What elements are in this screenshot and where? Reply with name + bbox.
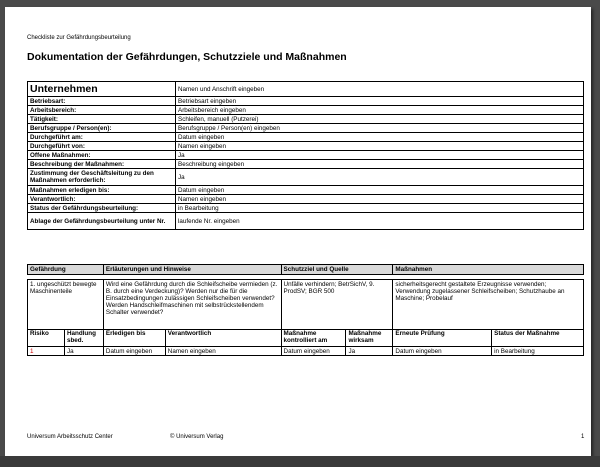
hazard-explanation: Wird eine Gefährdung durch die Schleifscheibe vermieden (z. B. durch eine Verdeckung)? Werden nur die für die Einsatzbedingungen zulässigen Schleifscheiben verwendet? Werden Handschleifmaschinen mit selbstrückstellendem Schalter verwendet?	[103, 280, 281, 330]
table-row	[28, 115, 584, 124]
measure-header-row	[28, 330, 584, 347]
table-row	[28, 169, 584, 186]
header-gefaehrdung: Gefährdung	[28, 265, 104, 275]
wirksam-value[interactable]: Ja	[346, 347, 393, 356]
field-value[interactable]: Datum eingeben	[176, 133, 584, 142]
page-title: Dokumentation der Gefährdungen, Schutzziele und Maßnahmen	[27, 51, 347, 63]
header-kontrolliert: Maßnahme kontrolliert am	[281, 330, 346, 347]
field-value[interactable]: Arbeitsbereich eingeben	[176, 106, 584, 115]
field-label: Berufsgruppe / Person(en):	[28, 124, 176, 133]
header-handlung: Handlung sbed.	[64, 330, 103, 347]
header-erlaeuterungen: Erläuterungen und Hinweise	[103, 265, 281, 275]
measure-value-row	[28, 347, 584, 356]
company-heading: Unternehmen	[28, 82, 176, 97]
table-row	[28, 204, 584, 213]
hazard-measures: sicherheitsgerecht gestaltete Erzeugnisse verwenden; Verwendung zugelassener Schleifscheiben; Schutzhaube an Maschine; Probelauf	[393, 280, 584, 330]
checklist-subtitle: Checkliste zur Gefährdungsbeurteilung	[27, 35, 131, 41]
field-value[interactable]: Betriebsart eingeben	[176, 97, 584, 106]
table-row	[28, 106, 584, 115]
field-label: Maßnahmen erledigen bis:	[28, 186, 176, 195]
table-row	[28, 186, 584, 195]
table-row	[28, 142, 584, 151]
kontrolliert-value[interactable]: Datum eingeben	[281, 347, 346, 356]
table-row	[28, 133, 584, 142]
footer-page-number: 1	[581, 434, 585, 440]
field-value[interactable]: Ja	[176, 169, 584, 186]
header-massnahmen: Maßnahmen	[393, 265, 584, 275]
verantwortlich-value[interactable]: Namen eingeben	[165, 347, 281, 356]
hazard-description: 1. ungeschützt bewegte Maschinenteile	[28, 280, 104, 330]
field-value[interactable]: Berufsgruppe / Person(en) eingeben	[176, 124, 584, 133]
field-value[interactable]: Beschreibung eingeben	[176, 160, 584, 169]
hazard-entry-row	[28, 280, 584, 330]
field-label: Zustimmung der Geschäftsleitung zu den Maßnahmen erforderlich:	[28, 169, 176, 186]
field-label: Verantwortlich:	[28, 195, 176, 204]
handlung-value[interactable]: Ja	[64, 347, 103, 356]
field-label: Durchgeführt von:	[28, 142, 176, 151]
footer-publisher: Universum Arbeitsschutz Center	[27, 434, 113, 440]
header-verantwortlich: Verantwortlich	[165, 330, 281, 347]
field-label: Tätigkeit:	[28, 115, 176, 124]
table-row	[28, 213, 584, 230]
hazard-protection-goal: Unfälle verhindern; BetrSichV, 9. ProdSV; BGR 500	[281, 280, 393, 330]
header-erledigen: Erledigen bis	[103, 330, 165, 347]
header-wirksam: Maßnahme wirksam	[346, 330, 393, 347]
field-value[interactable]: Schleifen, manuell (Putzerei)	[176, 115, 584, 124]
pruefung-value[interactable]: Datum eingeben	[393, 347, 492, 356]
field-value[interactable]: Datum eingeben	[176, 186, 584, 195]
field-label: Beschreibung der Maßnahmen:	[28, 160, 176, 169]
field-value[interactable]: laufende Nr. eingeben	[176, 213, 584, 230]
field-value[interactable]: Namen eingeben	[176, 195, 584, 204]
field-label: Status der Gefährdungsbeurteilung:	[28, 204, 176, 213]
footer-copyright: © Universum Verlag	[170, 434, 224, 440]
risk-value[interactable]: 1	[28, 347, 65, 356]
header-schutzziel: Schutzziel und Quelle	[281, 265, 393, 275]
company-name-field[interactable]: Namen und Anschrift eingeben	[176, 82, 584, 97]
company-info-table	[27, 81, 584, 230]
status-value[interactable]: in Bearbeitung	[492, 347, 584, 356]
table-row	[28, 151, 584, 160]
field-label: Ablage der Gefährdungsbeurteilung unter Nr.	[28, 213, 176, 230]
field-value[interactable]: Namen eingeben	[176, 142, 584, 151]
table-row	[28, 195, 584, 204]
viewer-bottom-bar	[0, 456, 600, 467]
hazard-header-row	[28, 265, 584, 275]
header-pruefung: Erneute Prüfung	[393, 330, 492, 347]
document-page	[5, 7, 591, 456]
header-risiko: Risiko	[28, 330, 65, 347]
field-value[interactable]: Ja	[176, 151, 584, 160]
hazard-table	[27, 264, 584, 356]
field-label: Durchgeführt am:	[28, 133, 176, 142]
field-value[interactable]: in Bearbeitung	[176, 204, 584, 213]
table-row	[28, 124, 584, 133]
field-label: Arbeitsbereich:	[28, 106, 176, 115]
field-label: Offene Maßnahmen:	[28, 151, 176, 160]
header-status: Status der Maßnahme	[492, 330, 584, 347]
erledigen-value[interactable]: Datum eingeben	[103, 347, 165, 356]
company-heading-row	[28, 82, 584, 97]
field-label: Betriebsart:	[28, 97, 176, 106]
table-row	[28, 97, 584, 106]
table-row	[28, 160, 584, 169]
